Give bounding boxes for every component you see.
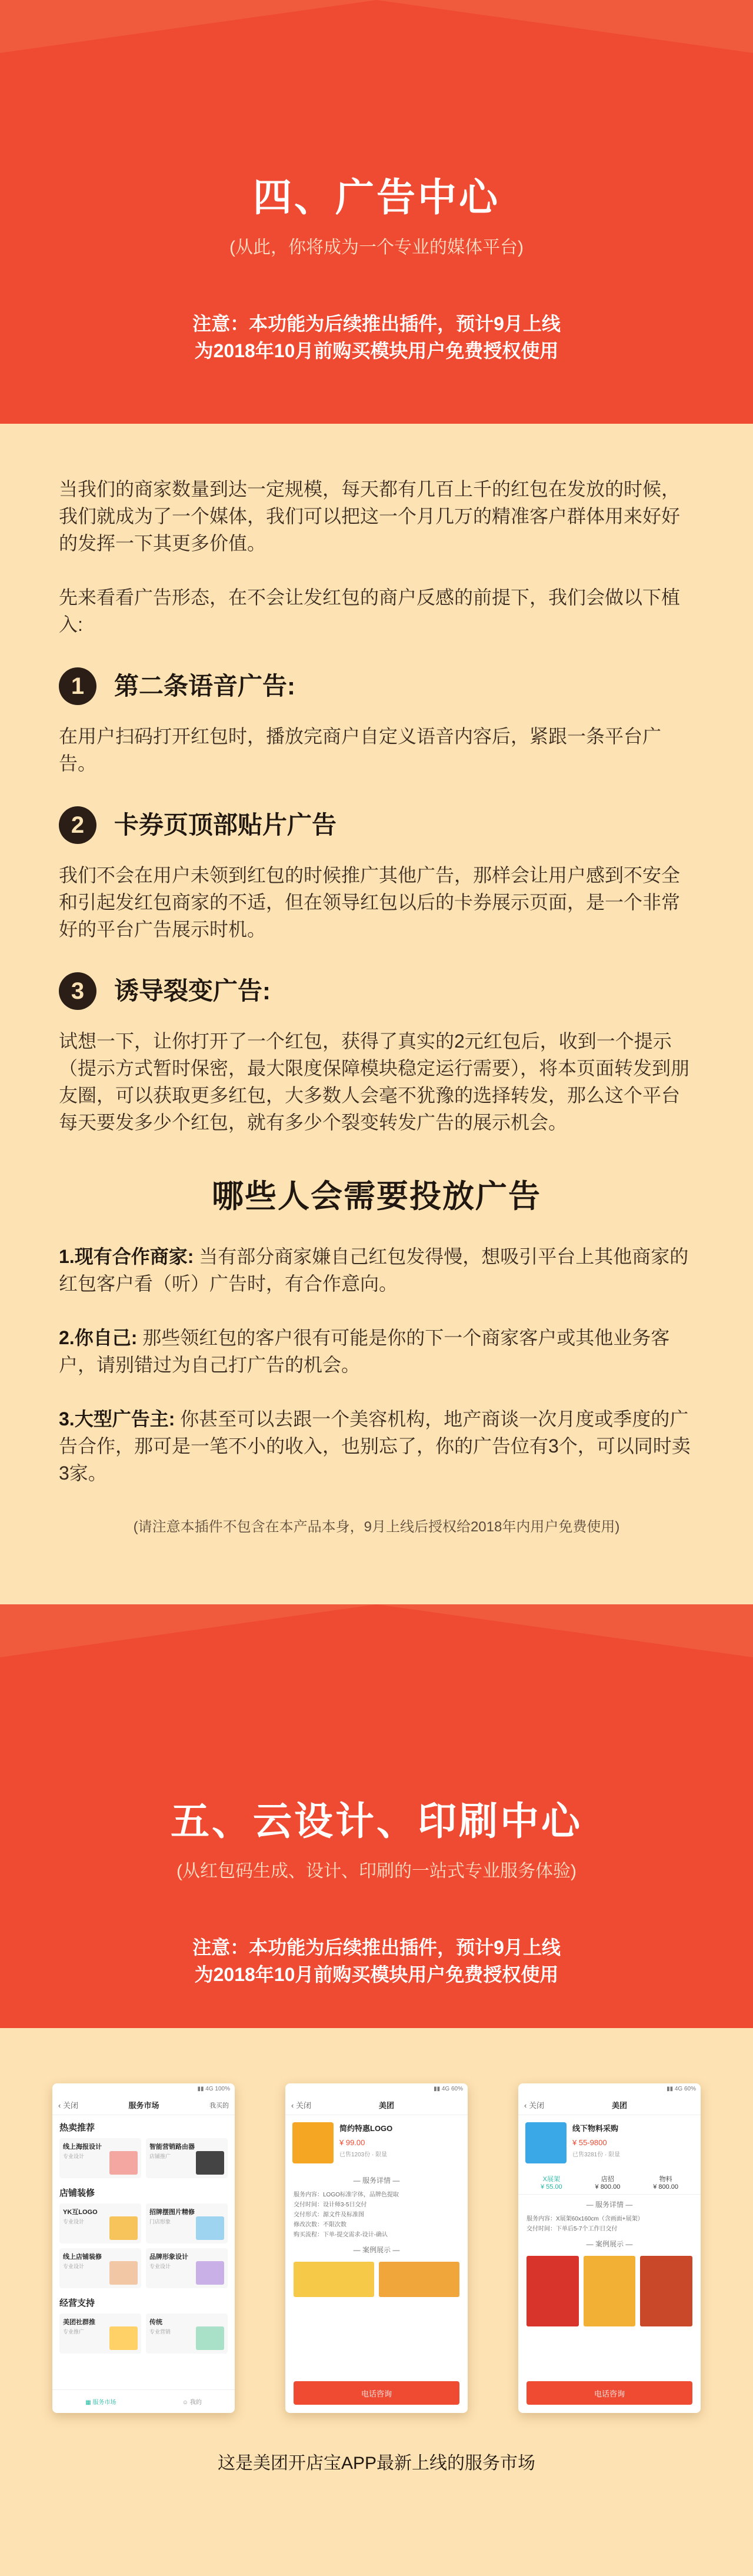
intro-paragraph-1: 当我们的商家数量到达一定规模，每天都有几百上千的红包在发放的时候，我们就成为了一个媒体，我们可以把这一个月几万的精准客户群体用来好好的发挥一下其更多价值。	[59, 478, 681, 554]
case-image	[294, 2262, 374, 2297]
ad-center-subtitle: (从此，你将成为一个专业的媒体平台)	[229, 238, 524, 257]
nav-title: 美团	[378, 2101, 394, 2110]
who-needs-ads-list	[59, 1243, 694, 1487]
design-print-subtitle: (从红包码生成、设计、印刷的一站式专业服务体验)	[176, 1862, 577, 1881]
spec-option[interactable]: 店招 ¥ 800.00	[595, 2176, 621, 2191]
service-card[interactable]: 美团社群推 专业推广	[59, 2314, 141, 2354]
service-card[interactable]: 传统 专业营销	[146, 2314, 228, 2354]
shop-icon: ▦	[85, 2399, 93, 2406]
who-item-3: 3.大型广告主: 你甚至可以去跟一个美容机构，地产商谈一次月度或季度的广告合作，那可是一笔不小的收入，也别忘了，你的广告位有3个，可以同时卖3家。	[59, 1408, 691, 1484]
cases-heading: — 案例展示 —	[353, 2246, 400, 2254]
thumbnail	[196, 2261, 224, 2285]
product-header	[518, 2115, 701, 2171]
detail-heading: — 服务详情 —	[586, 2201, 633, 2209]
chevron-left-icon: ‹	[524, 2101, 529, 2110]
cases-heading: — 案例展示 —	[586, 2240, 633, 2248]
thumbnail	[196, 2151, 224, 2175]
ad-center-title: 四、广告中心	[253, 175, 500, 219]
feature-1-body: 在用户扫码打开红包时，播放完商户自定义语音内容后，紧跟一条平台广告。	[59, 726, 662, 774]
detail-heading: — 服务详情 —	[353, 2176, 400, 2185]
service-card[interactable]: 招牌摆图片精修 门店形象	[146, 2203, 228, 2243]
tab-service-market[interactable]: ▦ 服务市场	[85, 2399, 116, 2406]
ad-center-content	[0, 424, 753, 1604]
product-name: 线下物料采购	[572, 2124, 619, 2133]
product-image	[525, 2122, 567, 2163]
thumbnail	[196, 2216, 224, 2240]
service-card[interactable]: 线上海报设计 专业设计	[59, 2138, 141, 2178]
case-image	[379, 2262, 459, 2297]
chevron-left-icon: ‹	[291, 2101, 296, 2110]
product-sales: 已售3281份 · 限量	[572, 2152, 621, 2158]
case-image	[640, 2256, 692, 2326]
thumbnail	[109, 2216, 138, 2240]
product-sales: 已售1203份 · 限量	[339, 2152, 388, 2158]
feature-3-title: 诱导裂变广告:	[114, 977, 271, 1005]
detail-list: 服务内容：LOGO标准字体，品牌色提取 交付时间：设计师3-5日交付 交付形式：源文件及标准图 修改次数：不限次数 购买流程：下单-提交需求-设计-确认	[294, 2192, 399, 2238]
section-decoration: 店铺装修	[59, 2188, 95, 2198]
product-price: ¥ 99.00	[339, 2138, 365, 2147]
plugin-disclaimer: (请注意本插件不包含在本产品本身，9月上线后授权给2018年内用户免费使用)	[133, 1519, 620, 1535]
my-orders-link[interactable]: 我买的	[209, 2102, 229, 2109]
nav-title: 服务市场	[128, 2101, 159, 2110]
product-price: ¥ 55-9800	[572, 2138, 607, 2147]
feature-3-body: 试想一下，让你打开了一个红包，获得了真实的2元红包后，收到一个提示（提示方式暂时保密，最大限度保障模块稳定运行需要），将本页面转发到朋友圈，可以获取更多红包，大多数人会毫不犹豫的选择转发，那么这个平台每天要发多少个红包，就有多少个裂变转发广告的展示机会。	[59, 1031, 690, 1133]
status-bar: ▮▮ 4G 60%	[434, 2086, 463, 2092]
number-badge: 3	[59, 972, 96, 1010]
thumbnail	[109, 2326, 138, 2350]
product-header	[285, 2115, 468, 2171]
service-market-caption: 这是美团开店宝APP最新上线的服务市场	[217, 2454, 536, 2473]
feature-1-heading	[59, 667, 694, 705]
spec-option[interactable]: 物料 ¥ 800.00	[653, 2176, 679, 2191]
call-consult-button[interactable]: 电话咨询	[294, 2381, 459, 2405]
product-name: 简约特惠LOGO	[339, 2124, 393, 2133]
nav-title: 美团	[611, 2101, 627, 2110]
phone-logo-product	[285, 2083, 468, 2413]
call-consult-button[interactable]: 电话咨询	[527, 2381, 692, 2405]
design-print-title: 五、云设计、印刷中心	[171, 1799, 582, 1843]
nav-bar	[285, 2095, 468, 2115]
user-icon: ☺	[182, 2399, 190, 2406]
back-button[interactable]: ‹ 关闭	[524, 2101, 544, 2110]
phone-service-market	[52, 2083, 235, 2413]
design-print-header	[0, 1604, 753, 2028]
phone-mockups	[0, 2028, 753, 2413]
tab-mine[interactable]: ☺ 我的	[182, 2399, 202, 2406]
case-image	[584, 2256, 636, 2326]
who-item-2: 2.你自己: 那些领红包的客户很有可能是你的下一个商家客户或其他业务客户，请别错过为自己打广告的机会。	[59, 1327, 670, 1375]
case-image	[527, 2256, 579, 2326]
nav-bar	[52, 2095, 235, 2115]
detail-list: 服务内容：X展架60x160cm（含画面+展架） 交付时间：下单后5-7个工作日交付	[527, 2216, 644, 2232]
tab-bar	[52, 2389, 235, 2413]
chevron-left-icon: ‹	[58, 2101, 63, 2110]
hot-grid	[52, 2136, 235, 2181]
number-badge: 1	[59, 667, 96, 705]
cases-gallery	[518, 2253, 701, 2329]
thumbnail	[109, 2151, 138, 2175]
service-card[interactable]: 线上店铺装修 专业设计	[59, 2248, 141, 2288]
feature-1-title: 第二条语音广告:	[114, 672, 295, 700]
back-button[interactable]: ‹ 关闭	[58, 2101, 78, 2110]
feature-2-title: 卡券页顶部贴片广告	[114, 811, 337, 839]
decoration-grid	[52, 2201, 235, 2291]
thumbnail	[196, 2326, 224, 2350]
intro-paragraph-2: 先来看看广告形态，在不会让发红包的商户反感的前提下，我们会做以下植入:	[59, 587, 681, 635]
section-hot: 热卖推荐	[59, 2123, 95, 2133]
back-button[interactable]: ‹ 关闭	[291, 2101, 311, 2110]
number-badge: 2	[59, 806, 96, 844]
ad-center-header	[0, 0, 753, 424]
phone-material-product	[518, 2083, 701, 2413]
who-needs-ads-title: 哪些人会需要投放广告	[212, 1179, 541, 1214]
feature-2-body: 我们不会在用户未领到红包的时候推广其他广告，那样会让用户感到不安全和引起发红包商家的不适，但在领导红包以后的卡券展示页面，是一个非常好的平台广告展示时机。	[59, 865, 681, 940]
feature-3-heading	[59, 972, 694, 1010]
ad-center-notice: 注意：本功能为后续推出插件，预计9月上线 为2018年10月前购买模块用户免费授权使用	[192, 313, 561, 361]
service-card[interactable]: 品牌形象设计 专业设计	[146, 2248, 228, 2288]
product-image	[292, 2122, 334, 2163]
thumbnail	[109, 2261, 138, 2285]
spec-option[interactable]: X展架 ¥ 55.00	[540, 2176, 562, 2191]
spec-options	[518, 2171, 701, 2195]
service-card[interactable]: 智能营销路由器 店铺推广	[146, 2138, 228, 2178]
design-print-notice: 注意：本功能为后续推出插件，预计9月上线 为2018年10月前购买模块用户免费授权使用	[192, 1937, 561, 1985]
status-bar: ▮▮ 4G 60%	[667, 2086, 696, 2092]
service-card[interactable]: YK互LOGO 专业设计	[59, 2203, 141, 2243]
who-item-1: 1.现有合作商家: 当有部分商家嫌自己红包发得慢，想吸引平台上其他商家的红包客户看（听）广告时，有合作意向。	[59, 1246, 689, 1294]
operations-grid	[52, 2311, 235, 2356]
nav-bar	[518, 2095, 701, 2115]
section-operations: 经营支持	[59, 2298, 95, 2308]
feature-2-heading	[59, 806, 694, 844]
status-bar: ▮▮ 4G 100%	[197, 2086, 230, 2092]
cases-gallery	[285, 2259, 468, 2299]
